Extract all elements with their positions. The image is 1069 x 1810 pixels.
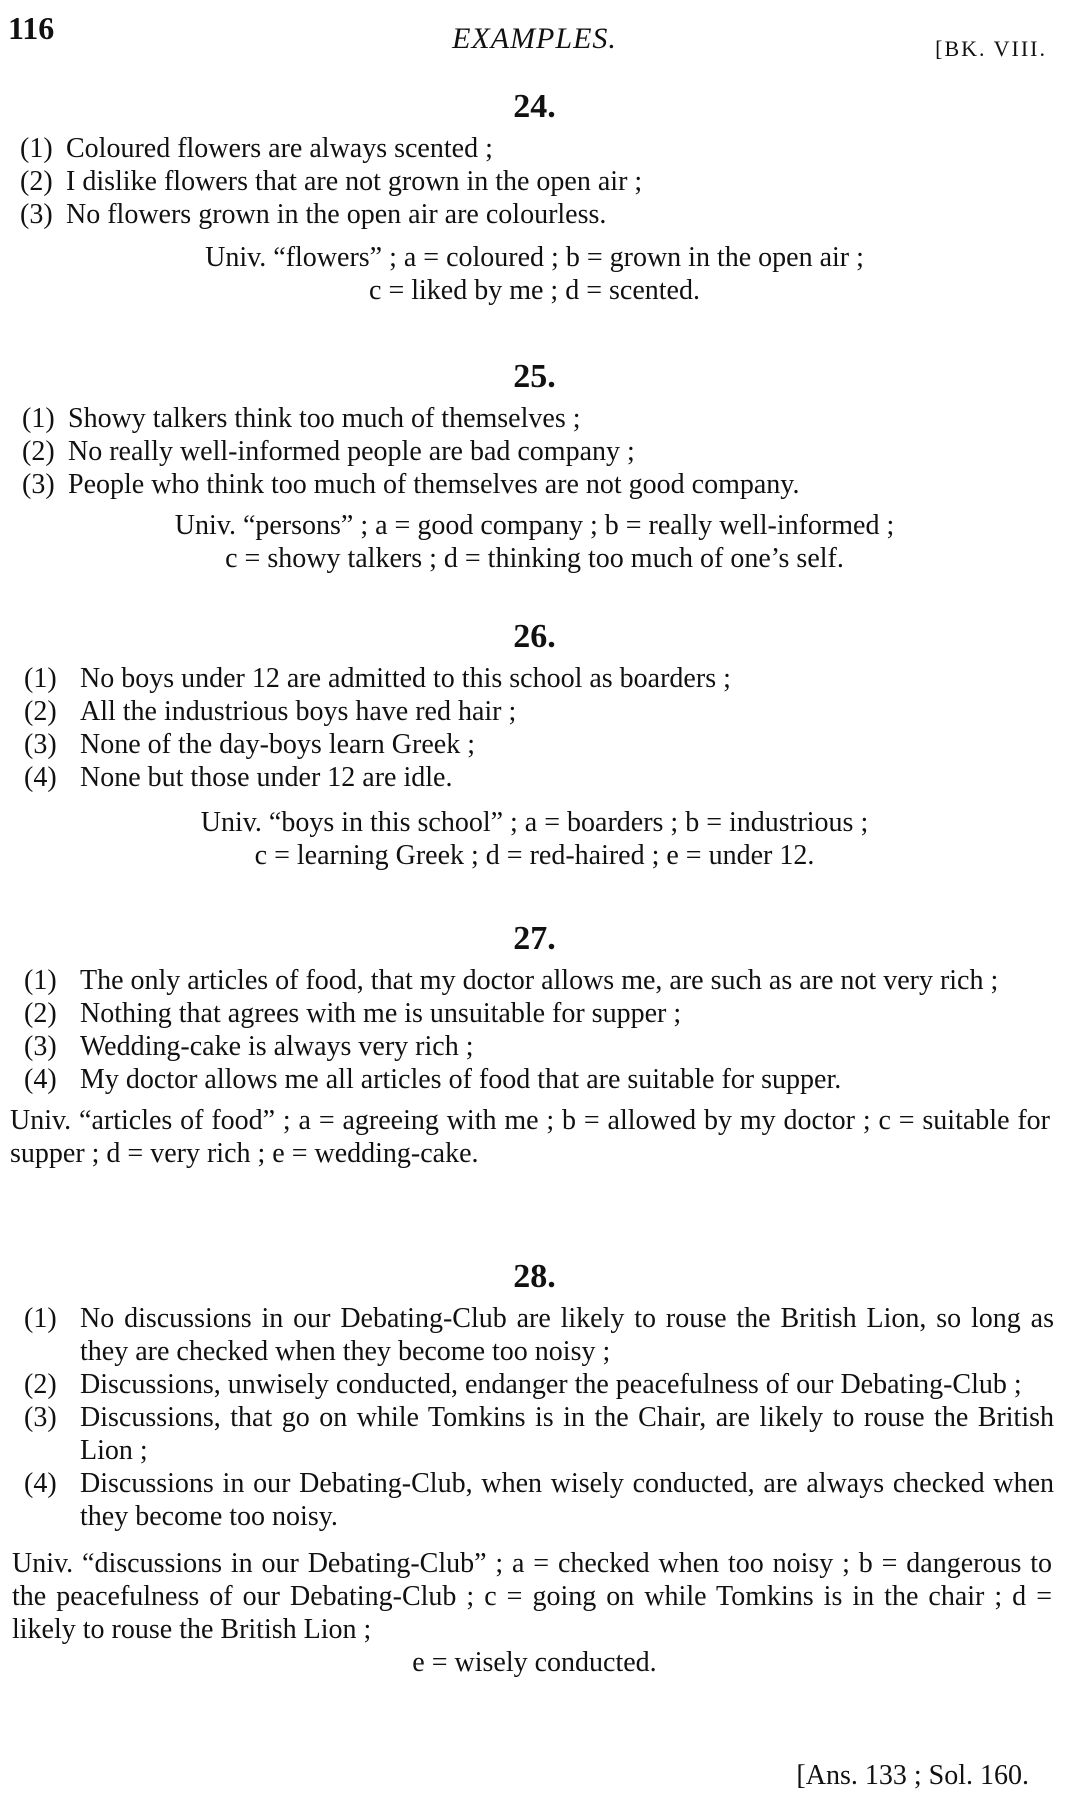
premise-label: (2): [24, 696, 57, 727]
universe-paragraph: Univ. “discussions in our Debating-Club” ; a = checked when too noisy ; b = dangerous to the peacefulness of our Debating-Club ; c = going on while Tomkins is in the chair ; d = likely to rouse the British Lion ;: [12, 1548, 1052, 1645]
premise-label: (3): [22, 469, 55, 500]
premise-text: Showy talkers think too much of themselves ;: [68, 403, 581, 434]
book-reference: [BK. VIII.: [935, 36, 1047, 61]
premise-label: (2): [24, 1369, 57, 1400]
universe-line: c = learning Greek ; d = red-haired ; e = under 12.: [254, 840, 815, 871]
premise: [24, 695, 1044, 728]
premise-text: No really well-informed people are bad company ;: [68, 436, 635, 467]
premise: [24, 1401, 1054, 1467]
universe-last-line: e = wisely conducted.: [412, 1647, 657, 1678]
premise: [24, 1030, 1048, 1063]
premise: [20, 198, 1040, 231]
premise-label: (4): [24, 1064, 57, 1095]
premise-label: (1): [24, 965, 57, 996]
example-number: 28.: [513, 1258, 556, 1295]
universe-line: Univ. “flowers” ; a = coloured ; b = grown in the open air ;: [205, 242, 864, 273]
premise-text: Nothing that agrees with me is unsuitable for supper ;: [80, 998, 682, 1029]
premise-text: Discussions, that go on while Tomkins is in the Chair, are likely to rouse the British Lion ;: [80, 1402, 1054, 1466]
premise-label: (2): [24, 998, 57, 1029]
premise: [24, 1368, 1054, 1401]
premise: [24, 662, 1044, 695]
premise-label: (4): [24, 1468, 57, 1499]
premise-text: I dislike flowers that are not grown in the open air ;: [66, 166, 643, 197]
premise-text: None but those under 12 are idle.: [80, 762, 453, 793]
universe-paragraph: Univ. “articles of food” ; a = agreeing with me ; b = allowed by my doctor ; c = suitable for supper ; d = very rich ; e = wedding-cake.: [10, 1105, 1050, 1169]
premise: [22, 402, 1042, 435]
premise: [24, 964, 1048, 997]
example-number: 26.: [513, 618, 556, 655]
premise-text: Discussions in our Debating-Club, when wisely conducted, are always checked when they become too noisy.: [80, 1468, 1054, 1532]
premise-label: (2): [22, 436, 55, 467]
example-24: [0, 88, 1069, 307]
premise: [24, 728, 1044, 761]
premise: [20, 165, 1040, 198]
premise-label: (3): [24, 729, 57, 760]
running-title: EXAMPLES.: [452, 22, 617, 55]
example-number: 24.: [513, 88, 556, 125]
universe-line: Univ. “persons” ; a = good company ; b = really well-informed ;: [174, 510, 895, 541]
premise-text: None of the day-boys learn Greek ;: [80, 729, 475, 760]
example-25: [0, 358, 1069, 575]
premise: [24, 997, 1048, 1030]
universe-line: c = showy talkers ; d = thinking too much of one’s self.: [225, 543, 844, 574]
premise: [24, 1467, 1054, 1533]
universe-line: Univ. “boys in this school” ; a = boarders ; b = industrious ;: [200, 807, 869, 838]
premise-text: Wedding-cake is always very rich ;: [80, 1031, 474, 1062]
premise-text: Discussions, unwisely conducted, endanger the peacefulness of our Debating-Club ;: [80, 1369, 1022, 1400]
answer-reference: [Ans. 133 ; Sol. 160.: [796, 1760, 1029, 1791]
premise: [24, 1063, 1048, 1096]
example-26: [0, 618, 1069, 872]
premise: [22, 435, 1042, 468]
premise-label: (1): [24, 1303, 57, 1334]
premise-text: No boys under 12 are admitted to this school as boarders ;: [80, 663, 731, 694]
premise-label: (3): [24, 1402, 57, 1433]
page-number: 116: [8, 10, 55, 46]
premise: [24, 761, 1044, 794]
premise: [24, 1302, 1054, 1368]
premise-text: No discussions in our Debating-Club are likely to rouse the British Lion, so long as they are checked when they become too noisy ;: [80, 1303, 1054, 1367]
premise-text: No flowers grown in the open air are colourless.: [66, 199, 607, 230]
premise-label: (4): [24, 762, 57, 793]
premise-text: Coloured flowers are always scented ;: [66, 133, 493, 164]
premise-text: All the industrious boys have red hair ;: [80, 696, 517, 727]
premise-label: (3): [24, 1031, 57, 1062]
premise: [22, 468, 1052, 501]
example-number: 25.: [513, 358, 556, 395]
premise: [20, 132, 1040, 165]
premise-label: (3): [20, 199, 53, 230]
premise-text: People who think too much of themselves are not good company.: [68, 469, 800, 500]
example-number: 27.: [513, 920, 556, 957]
premise-label: (2): [20, 166, 53, 197]
universe-line: c = liked by me ; d = scented.: [369, 275, 700, 306]
premise-text: My doctor allows me all articles of food that are suitable for supper.: [80, 1064, 842, 1095]
example-28: [0, 1258, 1069, 1679]
premise-label: (1): [20, 133, 53, 164]
premise-label: (1): [22, 403, 55, 434]
premise-text: The only articles of food, that my doctor allows me, are such as are not very rich ;: [80, 965, 999, 996]
premise-label: (1): [24, 663, 57, 694]
example-27: [0, 920, 1069, 1170]
